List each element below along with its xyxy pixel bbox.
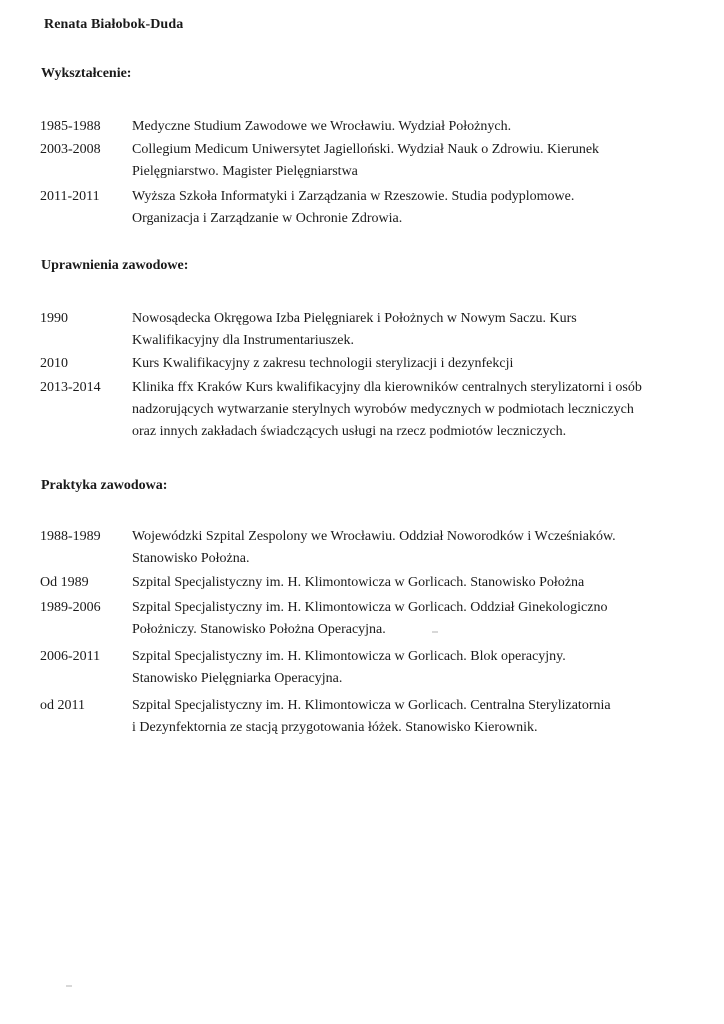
entry-description [132,646,672,690]
entry-line: nadzorujących wytwarzanie sterylnych wyrobów medycznych w podmiotach leczniczych [132,402,634,417]
entry-line: Wyższa Szkoła Informatyki i Zarządzania w Rzeszowie. Studia podyplomowe. [132,189,575,204]
entry-line: Stanowisko Pielęgniarka Operacyjna. [132,671,343,686]
entry-line: Organizacja i Zarządzanie w Ochronie Zdrowia. [132,211,403,226]
entry-period: 1985-1988 [40,119,101,134]
entry-period: od 2011 [40,698,85,713]
entry-description [132,526,672,570]
entry-description [132,377,672,443]
entry-line: Pielęgniarstwo. Magister Pielęgniarstwa [132,164,358,179]
entry-line: Klinika ffx Kraków Kurs kwalifikacyjny dla kierowników centralnych sterylizatorni i osób [132,380,642,395]
entry-description [132,186,672,230]
entry-period: Od 1989 [40,575,89,590]
entry-line: Kwalifikacyjny dla Instrumentariuszek. [132,333,354,348]
entry-description [132,116,672,138]
entry-period: 1990 [40,311,68,326]
entry-description [132,308,672,352]
heading-qualifications: Uprawnienia zawodowe: [41,258,189,273]
entry-line: Szpital Specjalistyczny im. H. Klimontowicza w Gorlicach. Stanowisko Położna [132,575,585,590]
entry-description [132,572,672,594]
entry-line: i Dezynfektornia ze stacją przygotowania łóżek. Stanowisko Kierownik. [132,720,538,735]
entry-description [132,695,672,739]
entry-line: Medyczne Studium Zawodowe we Wrocławiu. Wydział Położnych. [132,119,512,134]
entry-description [132,139,672,183]
entry-period: 1989-2006 [40,600,101,615]
entry-description [132,353,672,375]
entry-line: Kurs Kwalifikacyjny z zakresu technologii sterylizacji i dezynfekcji [132,356,514,371]
heading-experience: Praktyka zawodowa: [41,478,168,493]
entry-line: Szpital Specjalistyczny im. H. Klimontowicza w Gorlicach. Centralna Sterylizatornia [132,698,611,713]
person-name: Renata Białobok-Duda [44,17,184,32]
heading-education: Wykształcenie: [41,66,132,81]
entry-period: 2011-2011 [40,189,100,204]
scan-speck [66,985,72,987]
entry-line: oraz innych zakładach świadczących usługi na rzecz podmiotów leczniczych. [132,424,567,439]
entry-description [132,597,672,641]
entry-period: 2003-2008 [40,142,101,157]
entry-period: 1988-1989 [40,529,101,544]
scan-speck [432,631,438,633]
entry-line: Położniczy. Stanowisko Położna Operacyjna. [132,622,386,637]
entry-line: Wojewódzki Szpital Zespolony we Wrocławiu. Oddział Noworodków i Wcześniaków. [132,529,616,544]
entry-line: Szpital Specjalistyczny im. H. Klimontowicza w Gorlicach. Blok operacyjny. [132,649,566,664]
entry-line: Szpital Specjalistyczny im. H. Klimontowicza w Gorlicach. Oddział Ginekologiczno [132,600,608,615]
entry-period: 2013-2014 [40,380,101,395]
entry-line: Nowosądecka Okręgowa Izba Pielęgniarek i Położnych w Nowym Saczu. Kurs [132,311,577,326]
entry-line: Stanowisko Położna. [132,551,250,566]
entry-period: 2006-2011 [40,649,101,664]
entry-line: Collegium Medicum Uniwersytet Jagielloński. Wydział Nauk o Zdrowiu. Kierunek [132,142,600,157]
entry-period: 2010 [40,356,68,371]
